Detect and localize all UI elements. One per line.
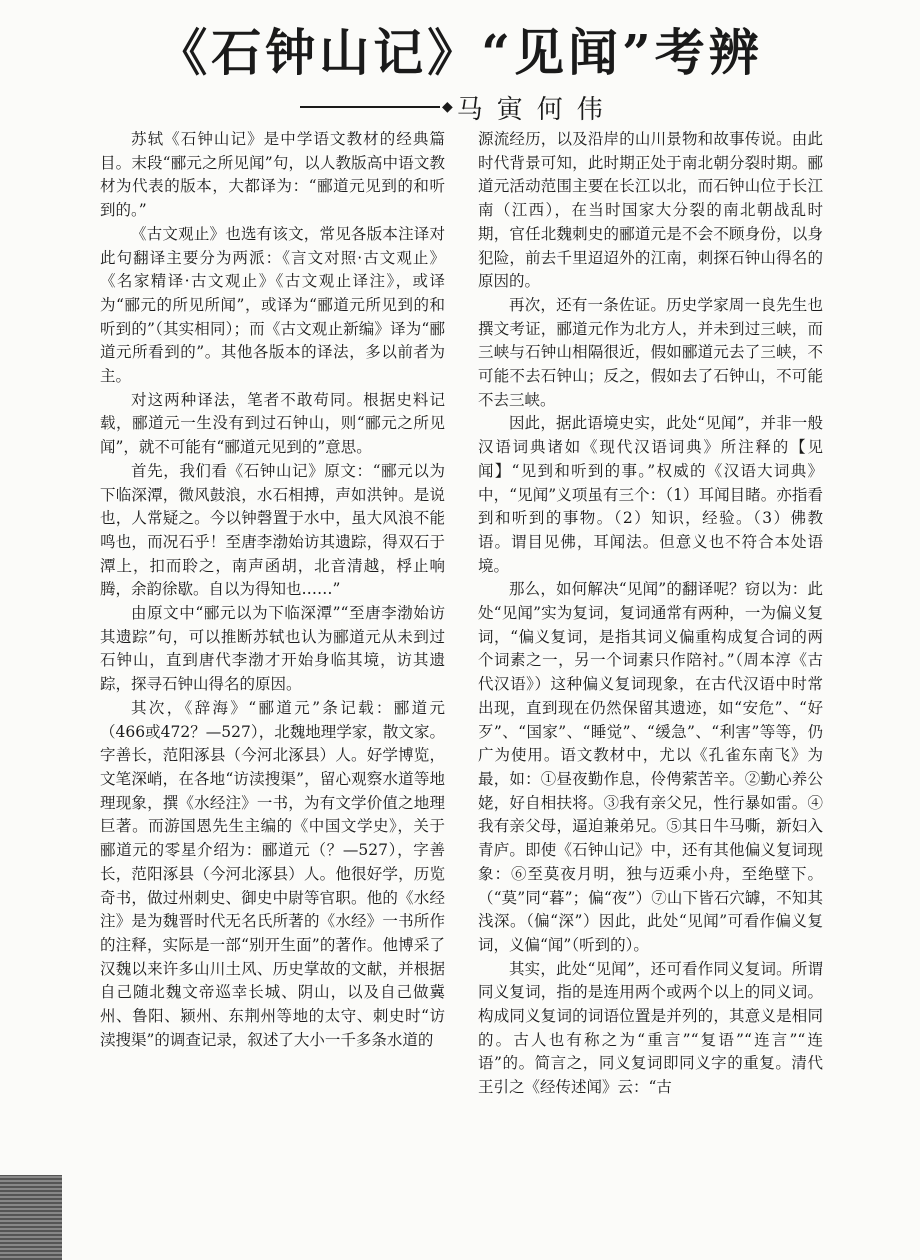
paragraph: 由原文中“郦元以为下临深潭”“至唐李渤始访其遗踪”句，可以推断苏轼也认为郦道元从未到过石钟山，直到唐代李渤才开始身临其境，访其遗踪，探寻石钟山得名的原因。: [100, 604, 445, 694]
diamond-icon: ◆: [442, 99, 453, 115]
left-column: [100, 128, 445, 1233]
paragraph: 其实，此处“见闻”，还可看作同义复词。所谓同义复词，指的是连用两个或两个以上的同义词。构成同义复词的词语位置是并列的，其意义是相同的。古人也有称之为“重言”“复语”“连言”“连语”的。简言之，同义复词即同义字的重复。清代王引之《经传述闻》云：“古: [478, 959, 823, 1097]
paragraph: 那么，如何解决“见闻”的翻译呢？窃以为：此处“见闻”实为复词，复词通常有两种，一为偏义复词，“偏义复词，是指其词义偏重构成复合词的两个词素之一，另一个词素只作陪衬。”（周本淳《古代汉语》）这种偏义复词现象，在古代汉语中时常出现，直到现在仍然保留其遗迹，如“安危”、“好歹”、“国家”、“睡觉”、“缓急”、“利害”等等，仍广为使用。语文教材中，尤以《孔雀东南飞》为最，如：①昼夜勤作息，伶俜萦苦辛。②勤心养公姥，好自相扶将。③我有亲父兄，性行暴如雷。④我有亲父母，逼迫兼弟兄。⑤其日牛马嘶，新妇入青庐。即使《石钟山记》中，还有其他偏义复词现象：⑥至莫夜月明，独与迈乘小舟，至绝壁下。（“莫”同“暮”；偏“夜”）⑦山下皆石穴罅，不知其浅深。（偏“深”）因此，此处“见闻”可看作偏义复词，义偏“闻”（听到的）。: [478, 580, 823, 954]
paragraph-continued: 源流经历，以及沿岸的山川景物和故事传说。由此时代背景可知，此时期正处于南北朝分裂时期。郦道元活动范围主要在长江以北，而石钟山位于长江南（江西），在当时国家大分裂的南北朝战乱时期，官任北魏刺史的郦道元是不会不顾身份，以身犯险，前去千里迢迢外的江南，刺探石钟山得名的原因的。: [478, 130, 823, 291]
paragraph: 其次，《辞海》“郦道元”条记载：郦道元（466或472？—527），北魏地理学家，散文家。字善长，范阳涿县（今河北涿县）人。好学博览，文笔深峭，在各地“访渎搜渠”，留心观察水道等地理现象，撰《水经注》一书，为有文学价值之地理巨著。而游国恩先生主编的《中国文学史》，关于郦道元的零星介绍为：郦道元（？—527），字善长，范阳涿县（今河北涿县）人。他很好学，历览奇书，做过州刺史、御史中尉等官职。他的《水经注》是为魏晋时代无名氏所著的《水经》一书所作的注释，实际是一部“别开生面”的著作。他博采了汉魏以来许多山川土风、历史掌故的文献，并根据自己随北魏文帝巡幸长城、阴山，以及自己做冀州、鲁阳、颍州、东荆州等地的太守、刺史时“访渎搜渠”的调查记录，叙述了大小一千多条水道的: [100, 698, 445, 1049]
paragraph: 因此，据此语境史实，此处“见闻”，并非一般汉语词典诸如《现代汉语词典》所注释的【见闻】“见到和听到的事。”权威的《汉语大词典》中，“见闻”义项虽有三个：（1）耳闻目睹。亦指看到和听到的事物。（2）知识，经验。（3）佛教语。谓目见佛，耳闻法。但意义也不符合本处语境。: [478, 414, 823, 575]
article-title: 《石钟山记》“见闻”考辨: [157, 23, 763, 82]
byline-rule: [300, 106, 440, 108]
paragraph: 苏轼《石钟山记》是中学语文教材的经典篇目。末段“郦元之所见闻”句，以人教版高中语文教材为代表的版本，大都译为：“郦道元见到的和听到的。”: [100, 130, 445, 220]
paragraph: 再次，还有一条佐证。历史学家周一良先生也撰文考证，郦道元作为北方人，并未到过三峡，而三峡与石钟山相隔很近，假如郦道元去了三峡，不可能不去石钟山；反之，假如去了石钟山，不可能不去三峡。: [478, 295, 823, 409]
right-column: [478, 128, 823, 1233]
paragraph: 首先，我们看《石钟山记》原文：“郦元以为下临深潭，微风鼓浪，水石相搏，声如洪钟。是说也，人常疑之。今以钟磬置于水中，虽大风浪不能鸣也，而况石乎！至唐李渤始访其遗踪，得双石于潭上，扣而聆之，南声函胡，北音清越，桴止响腾，余韵徐歇。自以为得知也……”: [100, 461, 445, 599]
paragraph: 对这两种译法，笔者不敢苟同。根据史料记载，郦道元一生没有到过石钟山，则“郦元之所见闻”，就不可能有“郦道元见到的”意思。: [100, 390, 445, 457]
author-names: 马寅何伟: [456, 94, 617, 125]
paragraph: 《古文观止》也选有该文，常见各版本注译对此句翻译主要分为两派：《言文对照·古文观止》《名家精译·古文观止》《古文观止译注》，或译为“郦元的所见所闻”，或译为“郦道元所见到的和听到的”（其实相同）；而《古文观止新编》译为“郦道元所看到的”。其他各版本的译法，多以前者为主。: [100, 224, 445, 386]
page-corner-shade: [0, 1175, 62, 1260]
byline: [300, 90, 640, 124]
